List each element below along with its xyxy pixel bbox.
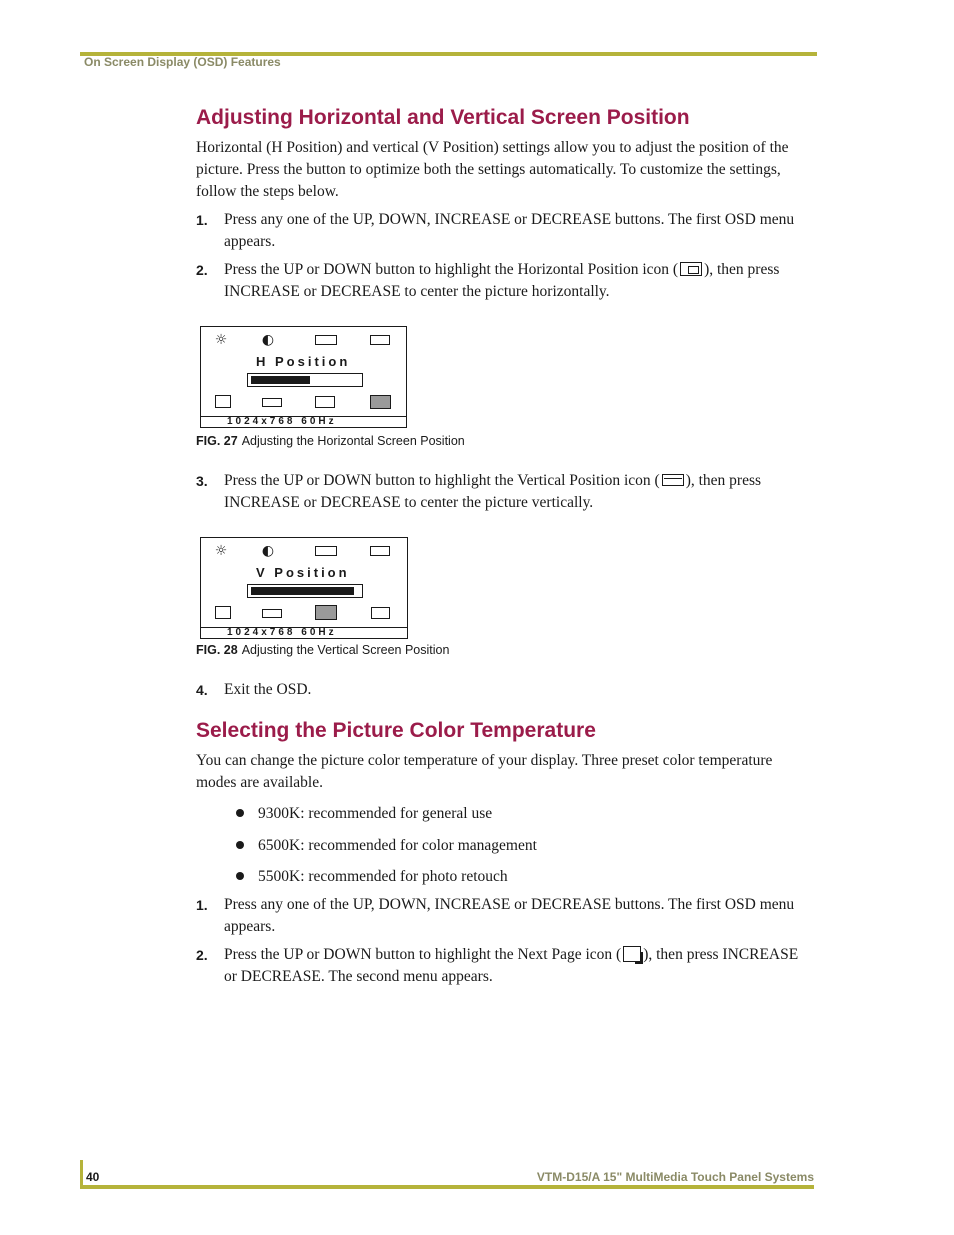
bullet-icon xyxy=(236,872,244,880)
osd-label: V Position xyxy=(256,565,350,580)
v-position-icon xyxy=(370,546,390,556)
osd-level-bar xyxy=(247,584,363,598)
caption-text: Adjusting the Vertical Screen Position xyxy=(241,643,450,657)
step-number: 4. xyxy=(196,682,208,698)
step-text xyxy=(224,470,808,514)
osd-level-fill xyxy=(251,376,310,384)
step-text xyxy=(224,259,808,303)
osd-figure-v-position xyxy=(200,537,408,639)
brightness-icon: ☼ xyxy=(214,332,228,348)
section1-intro: Horizontal (H Position) and vertical (V Position) settings allow you to adjust the position of the picture. Press the button to optimize both the settings automatically. To customize the settings, follow the steps below. xyxy=(196,139,789,200)
brightness-icon: ☼ xyxy=(214,543,228,559)
horizontal-position-icon xyxy=(371,607,390,619)
step-number: 3. xyxy=(196,473,208,489)
caption-text: Adjusting the Horizontal Screen Position xyxy=(241,434,465,448)
step-text-pre: Press the UP or DOWN button to highlight the Next Page icon ( xyxy=(224,946,622,963)
osd-label: H Position xyxy=(256,354,351,369)
v-position-icon xyxy=(315,396,335,408)
list-item xyxy=(236,866,508,888)
bullet-icon xyxy=(236,809,244,817)
osd-resolution: 1024x768 60Hz xyxy=(200,627,408,639)
step-1 xyxy=(196,894,808,938)
step-text-pre: Press the UP or DOWN button to highlight the Horizontal Position icon ( xyxy=(224,261,679,278)
h-size-icon xyxy=(315,546,337,556)
contrast-icon: ◐ xyxy=(261,543,275,559)
h-size-icon xyxy=(315,335,337,345)
footer-rule xyxy=(80,1185,814,1189)
step-number: 2. xyxy=(196,947,208,963)
list-item-text: 6500K: recommended for color management xyxy=(258,837,537,854)
step-number: 1. xyxy=(196,212,208,228)
step-1 xyxy=(196,209,808,253)
horizontal-position-icon-selected xyxy=(370,395,391,409)
step-text-post: ), then press INCREASE or DECREASE. The second menu appears. xyxy=(224,946,799,985)
v-position-icon xyxy=(370,335,390,345)
step-text xyxy=(224,944,808,988)
step-text: Press any one of the UP, DOWN, INCREASE or DECREASE buttons. The first OSD menu appears. xyxy=(224,211,795,250)
list-item xyxy=(236,835,537,857)
step-2 xyxy=(196,944,808,988)
bullet-icon xyxy=(236,841,244,849)
figure-label: FIG. 27 xyxy=(196,434,238,448)
section2-intro: You can change the picture color temperature of your display. Three preset color temperature modes are available. xyxy=(196,752,773,791)
osd-level-bar xyxy=(247,373,363,387)
step-text-post: ), then press INCREASE or DECREASE to center the picture vertically. xyxy=(224,472,762,511)
step-4 xyxy=(196,679,808,701)
figure-caption-28 xyxy=(196,643,449,657)
footer-doc-title: VTM-D15/A 15" MultiMedia Touch Panel Systems xyxy=(536,1170,814,1184)
section-title-color-temperature: Selecting the Picture Color Temperature xyxy=(196,719,596,742)
page-number: 40 xyxy=(86,1170,100,1184)
osd-resolution: 1024x768 60Hz xyxy=(200,416,407,428)
step-3 xyxy=(196,470,808,514)
step-text: Press any one of the UP, DOWN, INCREASE or DECREASE buttons. The first OSD menu appears. xyxy=(224,896,795,935)
list-item-text: 9300K: recommended for general use xyxy=(258,805,493,822)
list-item xyxy=(236,803,492,825)
figure-caption-27 xyxy=(196,434,465,448)
vertical-position-icon xyxy=(662,474,684,486)
osd-figure-h-position xyxy=(200,326,407,428)
step-number: 1. xyxy=(196,897,208,913)
horizontal-position-icon xyxy=(680,262,702,276)
running-head: On Screen Display (OSD) Features xyxy=(84,55,281,69)
next-page-icon xyxy=(623,946,641,962)
list-item-text: 5500K: recommended for photo retouch xyxy=(258,868,508,885)
contrast-icon: ◐ xyxy=(261,332,275,348)
figure-label: FIG. 28 xyxy=(196,643,238,657)
osd-level-fill xyxy=(251,587,354,595)
step-text: Exit the OSD. xyxy=(224,681,312,698)
auto-adjust-icon xyxy=(262,609,282,618)
step-text-post: ), then press INCREASE or DECREASE to center the picture horizontally. xyxy=(224,261,780,300)
next-page-icon xyxy=(215,606,231,619)
auto-adjust-icon xyxy=(262,398,282,407)
vertical-position-icon-selected xyxy=(315,605,337,620)
step-number: 2. xyxy=(196,262,208,278)
step-2 xyxy=(196,259,808,303)
section-title-screen-position: Adjusting Horizontal and Vertical Screen Position xyxy=(196,106,690,129)
step-text-pre: Press the UP or DOWN button to highlight the Vertical Position icon ( xyxy=(224,472,660,489)
next-page-icon xyxy=(215,395,231,408)
